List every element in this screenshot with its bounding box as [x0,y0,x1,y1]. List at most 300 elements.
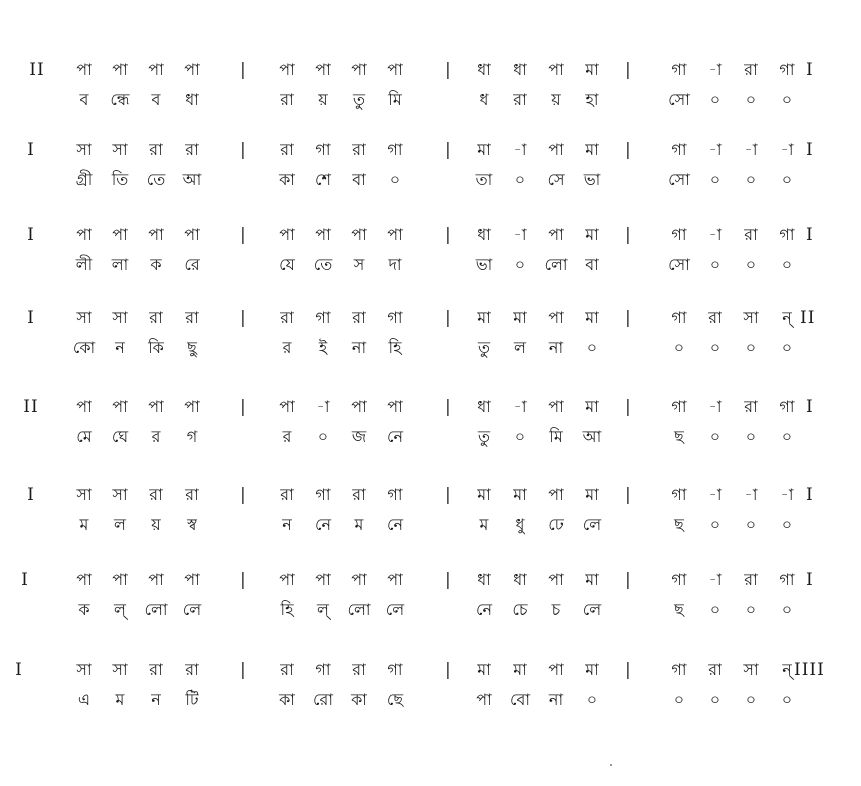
start-barline: I [27,308,35,328]
lyric-syllable: ০ [745,427,757,446]
lyric-syllable: হা [585,90,599,109]
swara-note: রা [185,140,199,159]
lyric-syllable: ০ [781,170,793,189]
lyric-syllable: ম [79,515,89,534]
lyric-syllable: চ [551,600,561,619]
swara-note: পা [548,397,564,416]
measure-divider: | [625,397,631,417]
lyric-syllable: লো [347,600,371,619]
swara-note: ধা [513,60,527,79]
swara-note: রা [708,660,722,679]
lyric-syllable: কো [72,338,96,357]
lyric-syllable: রা [280,90,294,109]
lyric-syllable: ০ [709,90,721,109]
swara-note: মা [513,485,527,504]
swara-note: রা [185,660,199,679]
swara-note: মা [585,308,599,327]
swara-note: রা [149,485,163,504]
swara-note: রা [149,308,163,327]
swara-note: মা [585,60,599,79]
start-barline: I [27,225,35,245]
measure-divider: | [445,485,451,505]
lyric-syllable: ০ [389,170,401,189]
lyric-syllable: টি [185,690,199,709]
swara-note: পা [315,60,331,79]
start-barline: II [23,397,39,417]
notation-line [0,308,861,378]
measure-divider: | [625,485,631,505]
lyric-syllable: য় [151,515,161,534]
lyric-syllable: স্ব [187,515,197,534]
lyric-syllable: রে [184,255,200,274]
swara-note: রা [744,570,758,589]
lyric-syllable: ন্ধে [110,90,130,109]
lyric-syllable: লো [144,600,168,619]
lyric-syllable: ০ [745,90,757,109]
swara-note: রা [280,140,294,159]
swara-note: পা [279,60,295,79]
swara-note: পা [548,140,564,159]
lyric-syllable: এ [77,690,91,709]
swara-note: -া [513,140,527,159]
lyric-syllable: ০ [673,690,685,709]
swara-note: মা [585,397,599,416]
lyric-syllable: আ [582,427,602,446]
notation-line [0,660,861,730]
swara-note: ধা [477,570,491,589]
lyric-syllable: কা [351,690,367,709]
swara-note: পা [548,225,564,244]
lyric-syllable: ০ [709,690,721,709]
lyric-syllable: ০ [781,690,793,709]
swara-note: পা [279,397,295,416]
lyric-syllable: ০ [781,255,793,274]
swara-note: পা [148,570,164,589]
end-barline: II [800,308,816,328]
swara-note: -া [708,140,722,159]
swara-note: রা [352,660,366,679]
swara-note: পা [184,397,200,416]
swara-note: সা [76,308,92,327]
swara-note: ধা [477,397,491,416]
lyric-syllable: ০ [781,427,793,446]
measure-divider: | [240,485,246,505]
swara-note: মা [477,308,491,327]
swara-note: পা [548,308,564,327]
start-barline: I [21,570,29,590]
lyric-syllable: ০ [709,427,721,446]
lyric-syllable: ০ [745,255,757,274]
swara-note: গা [671,308,687,327]
lyric-syllable: ভা [475,255,493,274]
lyric-syllable: ছু [187,338,197,357]
end-barline: I [806,140,814,160]
swara-note: মা [477,660,491,679]
swara-note: মা [513,308,527,327]
lyric-syllable: গ [186,427,198,446]
measure-divider: | [625,225,631,245]
notation-line [0,397,861,467]
measure-divider: | [445,225,451,245]
swara-note: রা [185,308,199,327]
lyric-syllable: ছ [674,600,684,619]
lyric-syllable: ০ [781,600,793,619]
swara-note: গা [387,140,403,159]
lyric-syllable: না [548,690,564,709]
lyric-syllable: রো [313,690,333,709]
lyric-syllable: তু [477,338,490,357]
swara-note: গা [671,140,687,159]
lyric-syllable: ন [151,690,161,709]
swara-note: রা [280,485,294,504]
swara-note: সা [112,660,128,679]
measure-divider: | [240,140,246,160]
lyric-syllable: ০ [745,170,757,189]
measure-divider: | [625,308,631,328]
lyric-syllable: ০ [317,427,329,446]
lyric-syllable: বা [352,170,366,189]
swara-note: রা [149,660,163,679]
lyric-syllable: র [151,427,161,446]
measure-divider: | [445,308,451,328]
swara-note: পা [148,225,164,244]
lyric-syllable: কা [279,170,295,189]
lyric-syllable: লো [544,255,568,274]
swara-note: সা [743,660,759,679]
swara-note: গা [671,60,687,79]
swara-note: পা [279,570,295,589]
swara-note: গা [779,397,795,416]
lyric-syllable: স [353,255,365,274]
swara-note: পা [387,397,403,416]
swara-note: সা [76,485,92,504]
swara-note: মা [585,140,599,159]
measure-divider: | [445,60,451,80]
lyric-syllable: চে [512,600,528,619]
notation-line [0,570,861,640]
lyric-syllable: ০ [514,170,526,189]
swara-note: পা [387,570,403,589]
swara-note: রা [185,485,199,504]
swara-note: পা [351,225,367,244]
lyric-syllable: ল্ [317,600,329,619]
swara-note: রা [352,308,366,327]
swara-note: পা [548,60,564,79]
swara-note: গা [671,225,687,244]
lyric-syllable: য় [551,90,561,109]
swara-note: -া [316,397,330,416]
swara-note: -া [780,485,794,504]
lyric-syllable: নে [386,515,404,534]
lyric-syllable: ০ [514,255,526,274]
lyric-syllable: তু [477,427,490,446]
lyric-syllable: ছে [386,690,404,709]
lyric-syllable: ক [150,255,162,274]
swara-note: ধা [477,60,491,79]
end-barline: I [806,570,814,590]
swara-note: পা [184,570,200,589]
lyric-syllable: তে [146,170,166,189]
swara-note: গা [779,225,795,244]
lyric-syllable: সো [668,255,690,274]
lyric-syllable: পা [476,690,492,709]
lyric-syllable: গ্রী [75,170,93,189]
swara-note: মা [477,485,491,504]
swara-note: গা [315,308,331,327]
swara-note: পা [76,225,92,244]
swara-note: পা [387,60,403,79]
lyric-syllable: বা [585,255,599,274]
swara-note: পা [315,570,331,589]
swara-note: সা [76,660,92,679]
lyric-syllable: নে [386,427,404,446]
swara-note: পা [112,60,128,79]
lyric-syllable: ছ [674,515,684,534]
lyric-syllable: নে [475,600,493,619]
lyric-syllable: কা [279,690,295,709]
end-barline: I [806,60,814,80]
swara-note: রা [744,397,758,416]
end-barline: I [806,397,814,417]
swara-note: রা [744,225,758,244]
lyric-syllable: ন [115,338,125,357]
swara-note: গা [315,660,331,679]
start-barline: I [15,660,23,680]
lyric-syllable: ই [318,338,328,357]
measure-divider: | [240,397,246,417]
swara-note: রা [708,308,722,327]
swara-note: পা [148,397,164,416]
lyric-syllable: ০ [781,515,793,534]
lyric-syllable: দা [388,255,402,274]
measure-divider: | [445,660,451,680]
lyric-syllable: ০ [709,515,721,534]
notation-line [0,225,861,295]
swara-note: সা [112,140,128,159]
measure-divider: | [445,397,451,417]
swara-note: সা [112,485,128,504]
swara-note: গা [387,660,403,679]
lyric-syllable: তি [111,170,129,189]
swara-note: -া [708,570,722,589]
swara-note: পা [76,397,92,416]
lyric-syllable: ম [479,515,489,534]
lyric-syllable: ০ [781,338,793,357]
swara-note: গা [387,308,403,327]
lyric-syllable: ঘে [111,427,129,446]
lyric-syllable: ০ [709,170,721,189]
lyric-syllable: ০ [745,515,757,534]
start-barline: II [29,60,45,80]
lyric-syllable: র [282,427,292,446]
swara-note: পা [112,570,128,589]
end-barline: IIII [794,660,825,680]
swara-note: পা [112,397,128,416]
lyric-syllable: তু [352,90,365,109]
lyric-syllable: ০ [586,690,598,709]
measure-divider: | [240,308,246,328]
lyric-syllable: লে [385,600,405,619]
swara-note: ন্ [782,308,792,327]
swara-note: গা [315,485,331,504]
swara-note: মা [477,140,491,159]
notation-line [0,140,861,210]
swara-note: -া [708,60,722,79]
lyric-syllable: ধা [185,90,199,109]
lyric-syllable: জ [351,427,367,446]
lyric-syllable: লে [582,600,602,619]
swara-note: সা [112,308,128,327]
lyric-syllable: ০ [514,427,526,446]
lyric-syllable: না [548,338,564,357]
swara-note: ধা [513,570,527,589]
swara-note: পা [351,570,367,589]
swara-note: পা [184,60,200,79]
measure-divider: | [240,660,246,680]
measure-divider: | [240,570,246,590]
swara-note: মা [585,485,599,504]
lyric-syllable: ০ [586,338,598,357]
lyric-syllable: লা [111,255,129,274]
lyric-syllable: বো [509,690,531,709]
swara-note: গা [387,485,403,504]
lyric-syllable: আ [182,170,202,189]
swara-note: পা [548,660,564,679]
swara-note: গা [671,660,687,679]
lyric-syllable: ০ [709,338,721,357]
lyric-syllable: শে [315,170,331,189]
swara-note: গা [671,397,687,416]
lyric-syllable: নে [314,515,332,534]
swara-note: ন্ [782,660,792,679]
end-barline: I [806,225,814,245]
lyric-syllable: ছ [674,427,684,446]
swara-note: রা [280,660,294,679]
swara-note: পা [351,60,367,79]
swara-note: গা [779,570,795,589]
swara-note: পা [112,225,128,244]
measure-divider: | [625,660,631,680]
lyric-syllable: ০ [745,690,757,709]
swara-note: গা [315,140,331,159]
lyric-syllable: লী [75,255,93,274]
measure-divider: | [445,570,451,590]
speck [610,764,612,766]
swara-note: মা [513,660,527,679]
start-barline: I [27,485,35,505]
lyric-syllable: রা [513,90,527,109]
lyric-syllable: ০ [709,600,721,619]
swara-note: রা [352,485,366,504]
swara-note: -া [780,140,794,159]
lyric-syllable: হি [280,600,294,619]
lyric-syllable: ল্ [114,600,126,619]
swara-note: -া [708,397,722,416]
swara-note: মা [585,225,599,244]
swara-note: সা [743,308,759,327]
swara-note: সা [76,140,92,159]
lyric-syllable: ধু [515,515,525,534]
swara-note: রা [352,140,366,159]
lyric-syllable: ধ [479,90,489,109]
measure-divider: | [240,60,246,80]
lyric-syllable: ন [282,515,292,534]
lyric-syllable: সো [668,170,690,189]
lyric-syllable: যে [279,255,295,274]
swara-note: পা [387,225,403,244]
lyric-syllable: ল [514,338,526,357]
lyric-syllable: ব [79,90,89,109]
lyric-syllable: র [282,338,292,357]
swara-note: গা [779,60,795,79]
lyric-syllable: না [351,338,367,357]
swara-note: পা [548,570,564,589]
lyric-syllable: য় [318,90,328,109]
swara-note: পা [184,225,200,244]
swara-note: -া [708,485,722,504]
lyric-syllable: কি [148,338,164,357]
start-barline: I [27,140,35,160]
lyric-syllable: ম [115,690,125,709]
lyric-syllable: ম [354,515,364,534]
swara-note: মা [585,660,599,679]
lyric-syllable: ভা [583,170,601,189]
swara-note: গা [671,570,687,589]
swara-note: মা [585,570,599,589]
lyric-syllable: ব [151,90,161,109]
lyric-syllable: ০ [745,338,757,357]
lyric-syllable: সো [668,90,690,109]
lyric-syllable: হি [388,338,402,357]
swara-note: -া [513,225,527,244]
notation-line [0,485,861,555]
end-barline: I [806,485,814,505]
measure-divider: | [240,225,246,245]
swara-note: রা [149,140,163,159]
swara-note: -া [513,397,527,416]
lyric-syllable: তে [313,255,333,274]
swara-note: গা [671,485,687,504]
swara-note: রা [744,60,758,79]
lyric-syllable: ক [78,600,90,619]
measure-divider: | [445,140,451,160]
swara-note: পা [548,485,564,504]
notation-line [0,60,861,130]
lyric-syllable: ০ [673,338,685,357]
lyric-syllable: ল [114,515,126,534]
swara-note: পা [76,60,92,79]
measure-divider: | [625,60,631,80]
measure-divider: | [625,140,631,160]
swara-note: রা [280,308,294,327]
lyric-syllable: ঢে [548,515,564,534]
lyric-syllable: মি [549,427,563,446]
lyric-syllable: লে [182,600,202,619]
swara-note: পা [315,225,331,244]
swara-note: ধা [477,225,491,244]
lyric-syllable: ০ [781,90,793,109]
swara-note: -া [708,225,722,244]
lyric-syllable: ০ [709,255,721,274]
swara-note: পা [76,570,92,589]
swara-note: পা [279,225,295,244]
measure-divider: | [625,570,631,590]
swara-note: পা [351,397,367,416]
lyric-syllable: মি [388,90,402,109]
lyric-syllable: লে [582,515,602,534]
lyric-syllable: মে [76,427,92,446]
lyric-syllable: তা [475,170,493,189]
